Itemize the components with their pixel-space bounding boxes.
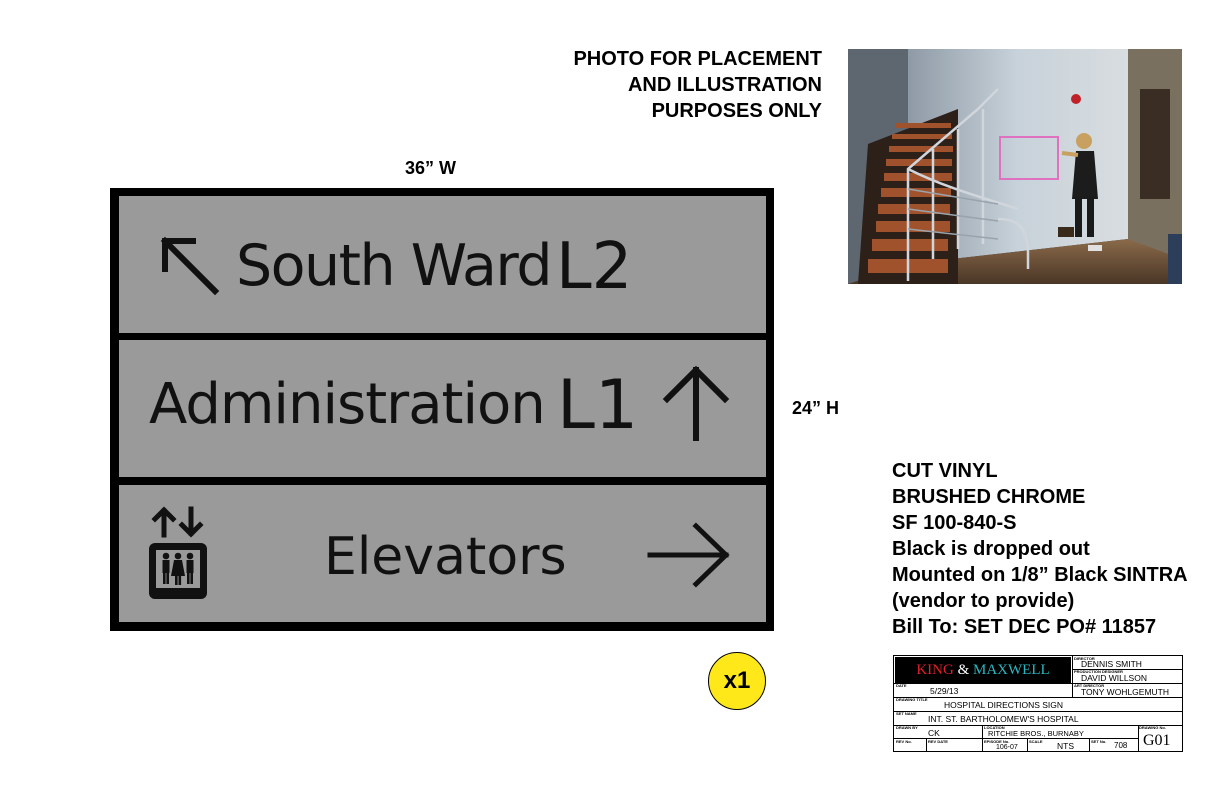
note-line-1: PHOTO FOR PLACEMENT bbox=[573, 48, 822, 70]
set-no-label: SET No. bbox=[1091, 739, 1107, 744]
photo-placement-note bbox=[462, 46, 822, 124]
drawing-no-label: DRAWING No. bbox=[1139, 725, 1166, 730]
spec-line-5: Mounted on 1/8” Black SINTRA bbox=[892, 564, 1188, 586]
width-dimension-label: 36” W bbox=[405, 158, 457, 178]
drawing-title-label: DRAWING TITLE bbox=[896, 697, 928, 702]
destination-south-ward: South Ward bbox=[236, 233, 552, 299]
drawing-no-value: G01 bbox=[1143, 732, 1171, 749]
spec-line-4: Black is dropped out bbox=[892, 538, 1090, 560]
director-label: DIRECTOR bbox=[1074, 656, 1095, 661]
set-name-label: SET NAME bbox=[896, 711, 917, 716]
placement-photo bbox=[848, 49, 1182, 284]
sign-panel-administration bbox=[119, 340, 766, 477]
art-director-label: ART DIRECTOR bbox=[1074, 683, 1105, 688]
quantity-badge: x1 bbox=[708, 652, 766, 710]
production-designer-value: DAVID WILLSON bbox=[1081, 673, 1147, 683]
logo-king: KING bbox=[916, 662, 954, 678]
set-no-value: 708 bbox=[1114, 741, 1128, 750]
destination-elevators: Elevators bbox=[324, 527, 567, 587]
logo-ampersand: & bbox=[957, 662, 970, 678]
destination-administration: Administration bbox=[149, 372, 545, 437]
spec-line-2: BRUSHED CHROME bbox=[892, 486, 1086, 508]
sign-panel-south-ward bbox=[119, 196, 766, 333]
drawn-by-value: CK bbox=[928, 728, 940, 738]
spec-line-1: CUT VINYL bbox=[892, 460, 998, 482]
material-specs bbox=[892, 458, 1188, 640]
drawing-title-value: HOSPITAL DIRECTIONS SIGN bbox=[944, 700, 1064, 710]
date-value: 5/29/13 bbox=[930, 686, 959, 696]
director-value: DENNIS SMITH bbox=[1081, 659, 1142, 669]
rev-date-label: REV DATE bbox=[928, 739, 948, 744]
episode-no-label: EPISODE No. bbox=[984, 739, 1010, 744]
sign-panel-elevators bbox=[119, 485, 766, 622]
arrow-up-left-icon bbox=[155, 233, 227, 305]
height-dimension-label: 24” H bbox=[792, 398, 840, 418]
spec-line-7: Bill To: SET DEC PO# 11857 bbox=[892, 616, 1157, 638]
date-label: DATE bbox=[896, 683, 907, 688]
note-line-2: AND ILLUSTRATION bbox=[627, 74, 822, 96]
arrow-up-icon bbox=[659, 362, 735, 442]
scale-value: NTS bbox=[1057, 741, 1074, 751]
art-director-value: TONY WOHLGEMUTH bbox=[1081, 687, 1169, 697]
spec-line-3: SF 100-840-S bbox=[892, 512, 1017, 534]
title-block bbox=[893, 655, 1183, 752]
arrow-right-icon bbox=[646, 521, 734, 589]
set-name-value: INT. ST. BARTHOLOMEW'S HOSPITAL bbox=[928, 714, 1079, 724]
scale-label: SCALE bbox=[1029, 739, 1043, 744]
elevator-icon bbox=[146, 505, 210, 601]
spec-line-6: (vendor to provide) bbox=[892, 590, 1075, 612]
location-label: LOCATION bbox=[984, 725, 1005, 730]
drawn-by-label: DRAWN BY bbox=[896, 725, 918, 730]
location-value: RITCHIE BROS., BURNABY bbox=[988, 729, 1084, 738]
level-l1: L1 bbox=[557, 366, 639, 445]
logo-maxwell: MAXWELL bbox=[973, 662, 1050, 678]
note-line-3: PURPOSES ONLY bbox=[651, 100, 822, 122]
company-logo bbox=[895, 657, 1071, 683]
level-l2: L2 bbox=[556, 230, 633, 304]
rev-no-label: REV No. bbox=[896, 739, 912, 744]
episode-no-value: 106-07 bbox=[996, 744, 1018, 751]
production-designer-label: PRODUCTION DESIGNER bbox=[1074, 669, 1123, 674]
sign-drawing bbox=[110, 188, 774, 631]
